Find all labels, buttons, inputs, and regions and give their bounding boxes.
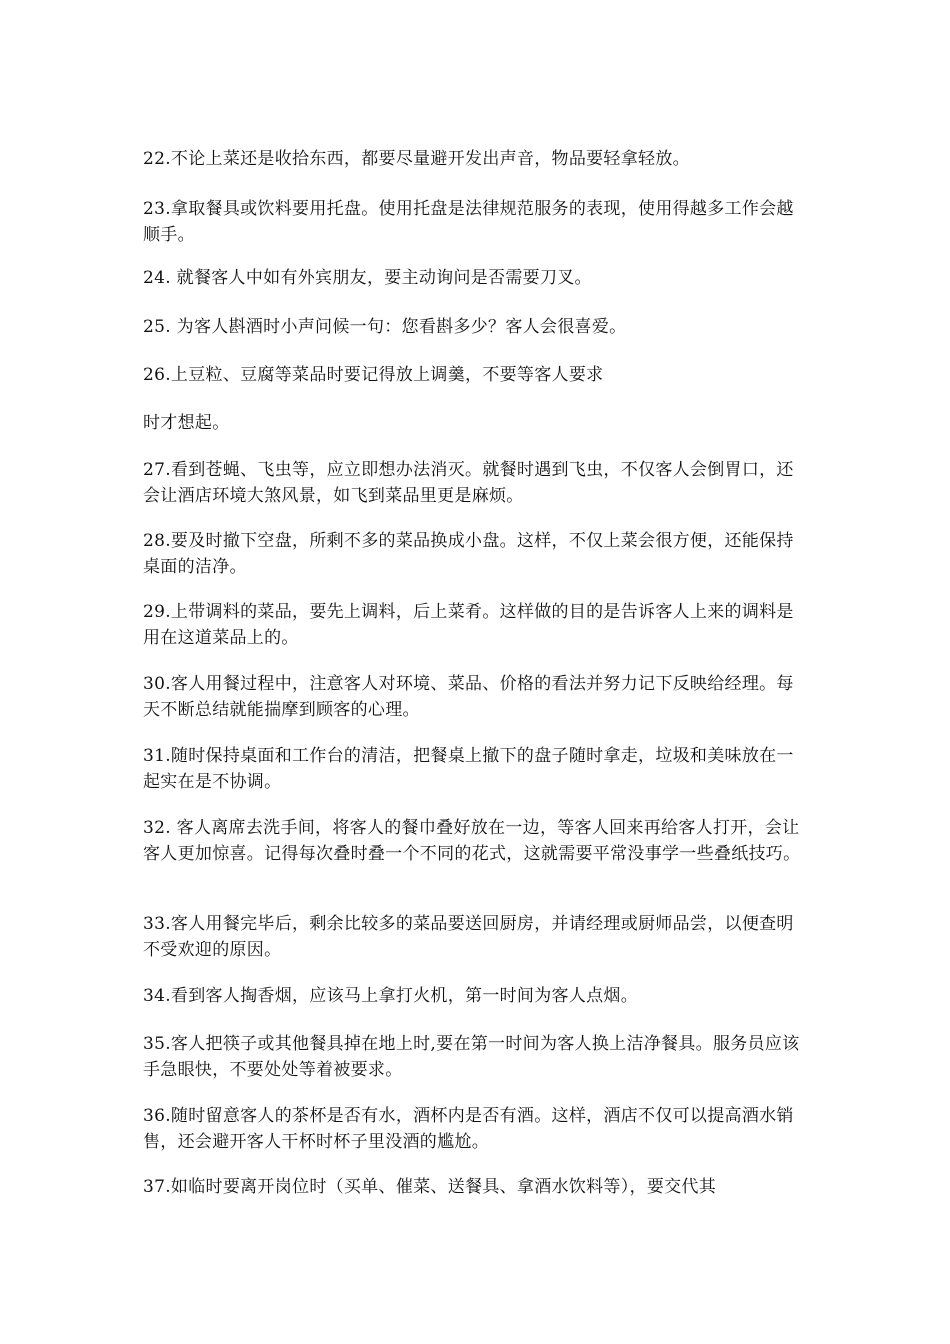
paragraph-35: 35.客人把筷子或其他餐具掉在地上时,要在第一时间为客人换上洁净餐具。服务员应该手急眼快，不要处处等着被要求。 — [143, 1034, 800, 1080]
paragraph-23: 23.拿取餐具或饮料要用托盘。使用托盘是法律规范服务的表现，使用得越多工作会越顺手。 — [143, 199, 794, 245]
paragraph-34: 34.看到客人掏香烟，应该马上拿打火机，第一时间为客人点烟。 — [143, 986, 639, 1006]
paragraph-29: 29.上带调料的菜品，要先上调料，后上菜肴。这样做的目的是告诉客人上来的调料是用在这道菜品上的。 — [143, 602, 794, 648]
paragraph-27: 27.看到苍蝇、飞虫等，应立即想办法消灭。就餐时遇到飞虫，不仅客人会倒胃口，还会让酒店环境大煞风景，如飞到菜品里更是麻烦。 — [143, 460, 794, 506]
paragraph-37: 37.如临时要离开岗位时（买单、催菜、送餐具、拿酒水饮料等），要交代其 — [143, 1177, 717, 1197]
paragraph-33: 33.客人用餐完毕后，剩余比较多的菜品要送回厨房，并请经理或厨师品尝，以便查明不受欢迎的原因。 — [143, 914, 794, 960]
paragraph-31: 31.随时保持桌面和工作台的清洁，把餐桌上撤下的盘子随时拿走，垃圾和美味放在一起实在是不协调。 — [143, 746, 794, 792]
paragraph-26-continued: 时才想起。 — [143, 413, 230, 433]
paragraph-36: 36.随时留意客人的茶杯是否有水，酒杯内是否有酒。这样，酒店不仅可以提高酒水销售，还会避开客人干杯时杯子里没酒的尴尬。 — [143, 1106, 794, 1152]
paragraph-24: 24. 就餐客人中如有外宾朋友，要主动询问是否需要刀叉。 — [143, 268, 592, 288]
paragraph-32: 32. 客人离席去洗手间，将客人的餐巾叠好放在一边，等客人回来再给客人打开，会让客人更加惊喜。记得每次叠时叠一个不同的花式，这就需要平常没事学一些叠纸技巧。 — [143, 818, 801, 864]
paragraph-25: 25. 为客人斟酒时小声问候一句：您看斟多少？客人会很喜爱。 — [143, 317, 627, 337]
paragraph-28: 28.要及时撤下空盘，所剩不多的菜品换成小盘。这样，不仅上菜会很方便，还能保持桌面的洁净。 — [143, 531, 794, 577]
paragraph-22: 22.不论上菜还是收拾东西，都要尽量避开发出声音，物品要轻拿轻放。 — [143, 149, 690, 169]
paragraph-30: 30.客人用餐过程中，注意客人对环境、菜品、价格的看法并努力记下反映给经理。每天不断总结就能揣摩到顾客的心理。 — [143, 674, 794, 720]
paragraph-26: 26.上豆粒、豆腐等菜品时要记得放上调羹，不要等客人要求 — [143, 365, 604, 385]
